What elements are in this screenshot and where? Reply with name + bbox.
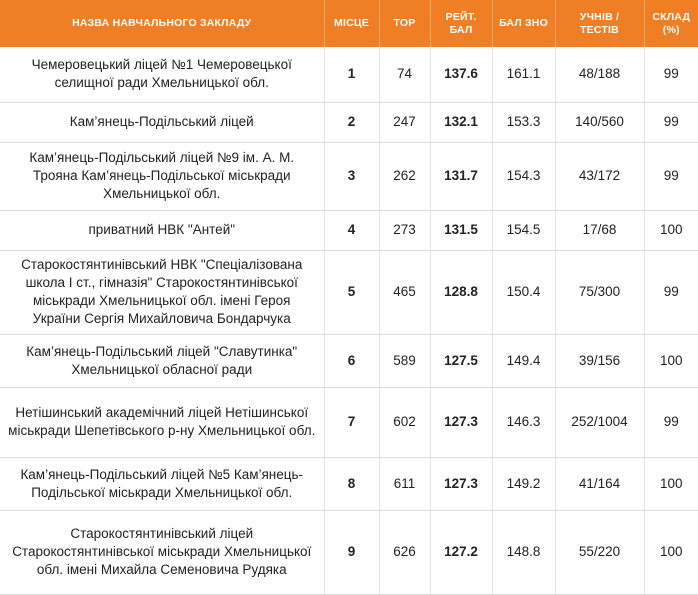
cell-composition: 100 (644, 457, 698, 510)
table-body (0, 47, 698, 594)
cell-rating: 127.3 (430, 457, 492, 510)
table-row (0, 210, 698, 250)
cell-students: 75/300 (555, 250, 644, 334)
cell-place: 7 (324, 387, 379, 457)
table-row (0, 142, 698, 210)
cell-zno: 149.4 (492, 334, 555, 387)
cell-composition: 99 (644, 142, 698, 210)
cell-composition: 100 (644, 210, 698, 250)
cell-school-name: Чемеровецький ліцей №1 Чемеровецької селищної ради Хмельницької обл. (0, 47, 324, 102)
cell-zno: 148.8 (492, 510, 555, 594)
cell-place: 6 (324, 334, 379, 387)
cell-composition: 100 (644, 334, 698, 387)
cell-composition: 99 (644, 102, 698, 142)
cell-composition: 99 (644, 387, 698, 457)
header-rating[interactable]: РЕЙТ. БАЛ (430, 0, 492, 47)
cell-zno: 153.3 (492, 102, 555, 142)
cell-zno: 154.3 (492, 142, 555, 210)
cell-school-name: приватний НВК "Антей" (0, 210, 324, 250)
cell-students: 55/220 (555, 510, 644, 594)
header-composition[interactable]: СКЛАД (%) (652, 10, 691, 36)
cell-rating: 131.5 (430, 210, 492, 250)
cell-place: 2 (324, 102, 379, 142)
cell-top: 465 (379, 250, 430, 334)
header-place[interactable]: МІСЦЕ (324, 0, 379, 47)
table-row (0, 47, 698, 102)
cell-rating: 128.8 (430, 250, 492, 334)
cell-rating: 127.2 (430, 510, 492, 594)
cell-place: 9 (324, 510, 379, 594)
cell-place: 3 (324, 142, 379, 210)
cell-zno: 154.5 (492, 210, 555, 250)
table-row (0, 457, 698, 510)
cell-place: 1 (324, 47, 379, 102)
cell-rating: 131.7 (430, 142, 492, 210)
cell-top: 589 (379, 334, 430, 387)
cell-place: 4 (324, 210, 379, 250)
cell-composition: 99 (644, 47, 698, 102)
cell-top: 262 (379, 142, 430, 210)
cell-composition: 99 (644, 250, 698, 334)
cell-school-name: Кам’янець-Подільський ліцей "Славутинка" Хмельницької обласної ради (0, 334, 324, 387)
header-zno[interactable]: БАЛ ЗНО (492, 0, 555, 47)
cell-zno: 146.3 (492, 387, 555, 457)
cell-students: 48/188 (555, 47, 644, 102)
cell-rating: 127.5 (430, 334, 492, 387)
cell-place: 8 (324, 457, 379, 510)
cell-school-name: Старокостянтинівський НВК "Спеціалізована школа I ст., гімназія" Старокостянтинівської міськради Хмельницької обл. імені Героя України Сергія Михайловича Бондарчука (0, 250, 324, 334)
table-row (0, 102, 698, 142)
cell-school-name: Нетішинський академічний ліцей Нетішинської міськради Шепетівського р-ну Хмельницької обл. (0, 387, 324, 457)
table-row (0, 334, 698, 387)
table-row (0, 510, 698, 594)
cell-zno: 161.1 (492, 47, 555, 102)
cell-top: 602 (379, 387, 430, 457)
cell-rating: 127.3 (430, 387, 492, 457)
cell-composition: 100 (644, 510, 698, 594)
cell-zno: 149.2 (492, 457, 555, 510)
cell-top: 74 (379, 47, 430, 102)
table-row (0, 250, 698, 334)
table-row (0, 387, 698, 457)
cell-rating: 132.1 (430, 102, 492, 142)
header-students[interactable]: УЧНІВ / ТЕСТІВ (555, 0, 644, 47)
cell-students: 140/560 (555, 102, 644, 142)
cell-rating: 137.6 (430, 47, 492, 102)
cell-zno: 150.4 (492, 250, 555, 334)
cell-students: 41/164 (555, 457, 644, 510)
cell-students: 43/172 (555, 142, 644, 210)
cell-place: 5 (324, 250, 379, 334)
header-school[interactable]: НАЗВА НАВЧАЛЬНОГО ЗАКЛАДУ (0, 0, 324, 47)
cell-school-name: Кам’янець-Подільський ліцей №9 ім. А. М. Трояна Кам’янець-Подільської міськради Хмельницької обл. (0, 142, 324, 210)
header-top[interactable]: TOP (379, 0, 430, 47)
cell-students: 17/68 (555, 210, 644, 250)
cell-students: 39/156 (555, 334, 644, 387)
cell-school-name: Кам’янець-Подільський ліцей (0, 102, 324, 142)
cell-top: 611 (379, 457, 430, 510)
cell-school-name: Кам’янець-Подільський ліцей №5 Кам’янець-Подільської міськради Хмельницької обл. (0, 457, 324, 510)
cell-top: 247 (379, 102, 430, 142)
cell-top: 626 (379, 510, 430, 594)
cell-school-name: Старокостянтинівський ліцей Старокостянтинівської міськради Хмельницької обл. імені Михайла Семеновича Рудяка (0, 510, 324, 594)
cell-top: 273 (379, 210, 430, 250)
header-row (0, 0, 698, 47)
cell-students: 252/1004 (555, 387, 644, 457)
table-header (0, 0, 698, 47)
